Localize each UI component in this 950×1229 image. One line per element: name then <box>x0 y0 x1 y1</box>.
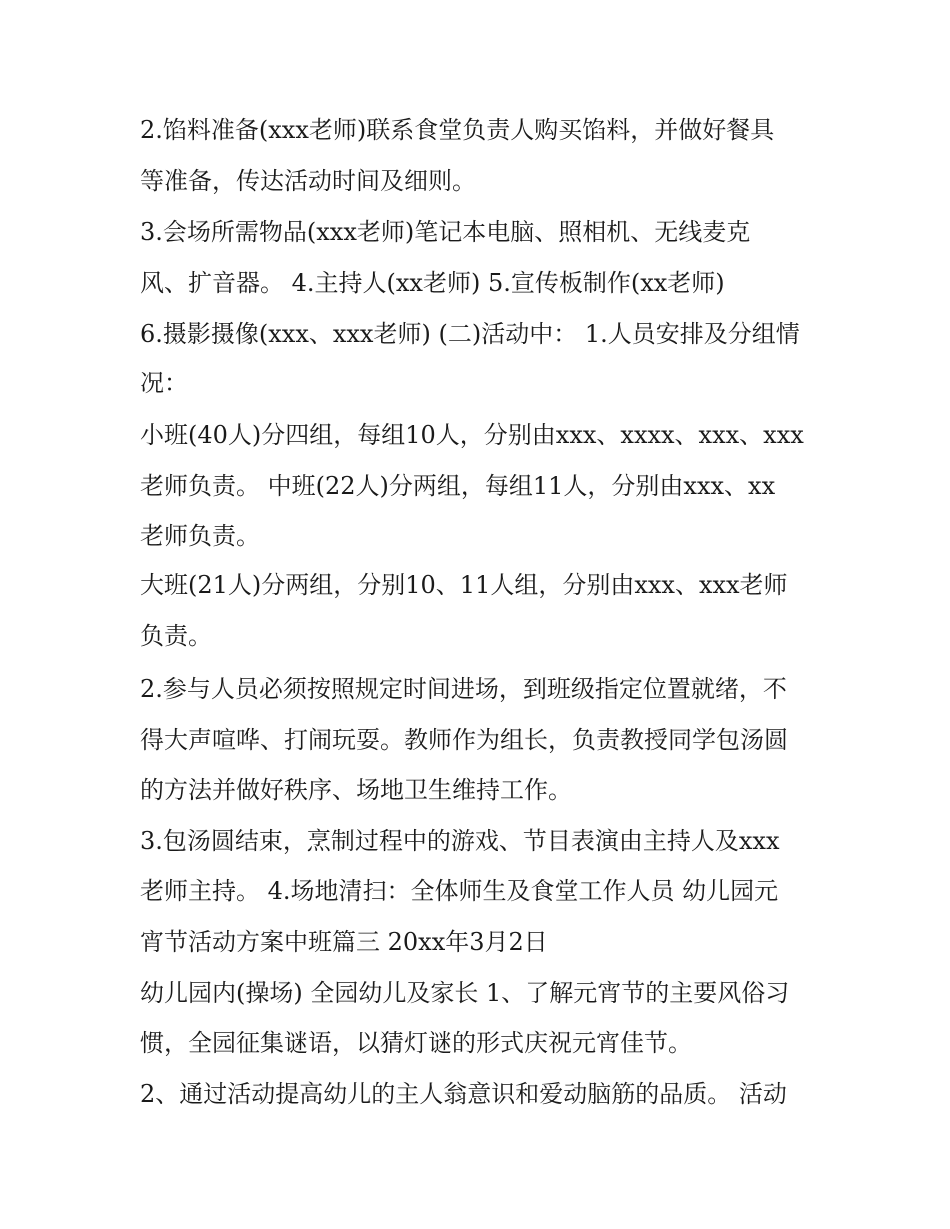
text-line: 幼儿园内(操场) 全园幼儿及家长 1、了解元宵节的主要风俗习 <box>140 979 790 1007</box>
text-line: 2.馅料准备(xxx老师)联系食堂负责人购买馅料，并做好餐具 <box>140 116 775 144</box>
text-line: 2、通过活动提高幼儿的主人翁意识和爱动脑筋的品质。 活动 <box>140 1080 787 1108</box>
text-line: 况： <box>140 369 188 397</box>
text-line: 6.摄影摄像(xxx、xxx老师) (二)活动中： 1.人员安排及分组情 <box>140 320 800 348</box>
text-line: 老师负责。 中班(22人)分两组，每组11人，分别由xxx、xx <box>140 472 776 500</box>
text-line: 3.包汤圆结束，烹制过程中的游戏、节目表演由主持人及xxx <box>140 827 780 855</box>
text-line: 宵节活动方案中班篇三 20xx年3月2日 <box>140 928 548 956</box>
text-line: 老师主持。 4.场地清扫：全体师生及食堂工作人员 幼儿园元 <box>140 877 779 905</box>
text-line: 大班(21人)分两组，分别10、11人组，分别由xxx、xxx老师 <box>140 571 788 599</box>
text-line: 惯，全园征集谜语，以猜灯谜的形式庆祝元宵佳节。 <box>140 1029 692 1057</box>
text-line: 老师负责。 <box>140 522 260 550</box>
text-line: 小班(40人)分四组，每组10人，分别由xxx、xxxx、xxx、xxx <box>140 421 804 449</box>
text-line: 负责。 <box>140 622 212 650</box>
text-line: 的方法并做好秩序、场地卫生维持工作。 <box>140 776 572 804</box>
text-line: 3.会场所需物品(xxx老师)笔记本电脑、照相机、无线麦克 <box>140 218 751 246</box>
text-line: 等准备，传达活动时间及细则。 <box>140 167 476 195</box>
text-line: 风、扩音器。 4.主持人(xx老师) 5.宣传板制作(xx老师) <box>140 269 725 297</box>
text-line: 得大声喧哗、打闹玩耍。教师作为组长，负责教授同学包汤圆 <box>140 726 788 754</box>
text-line: 2.参与人员必须按照规定时间进场，到班级指定位置就绪，不 <box>140 675 787 703</box>
